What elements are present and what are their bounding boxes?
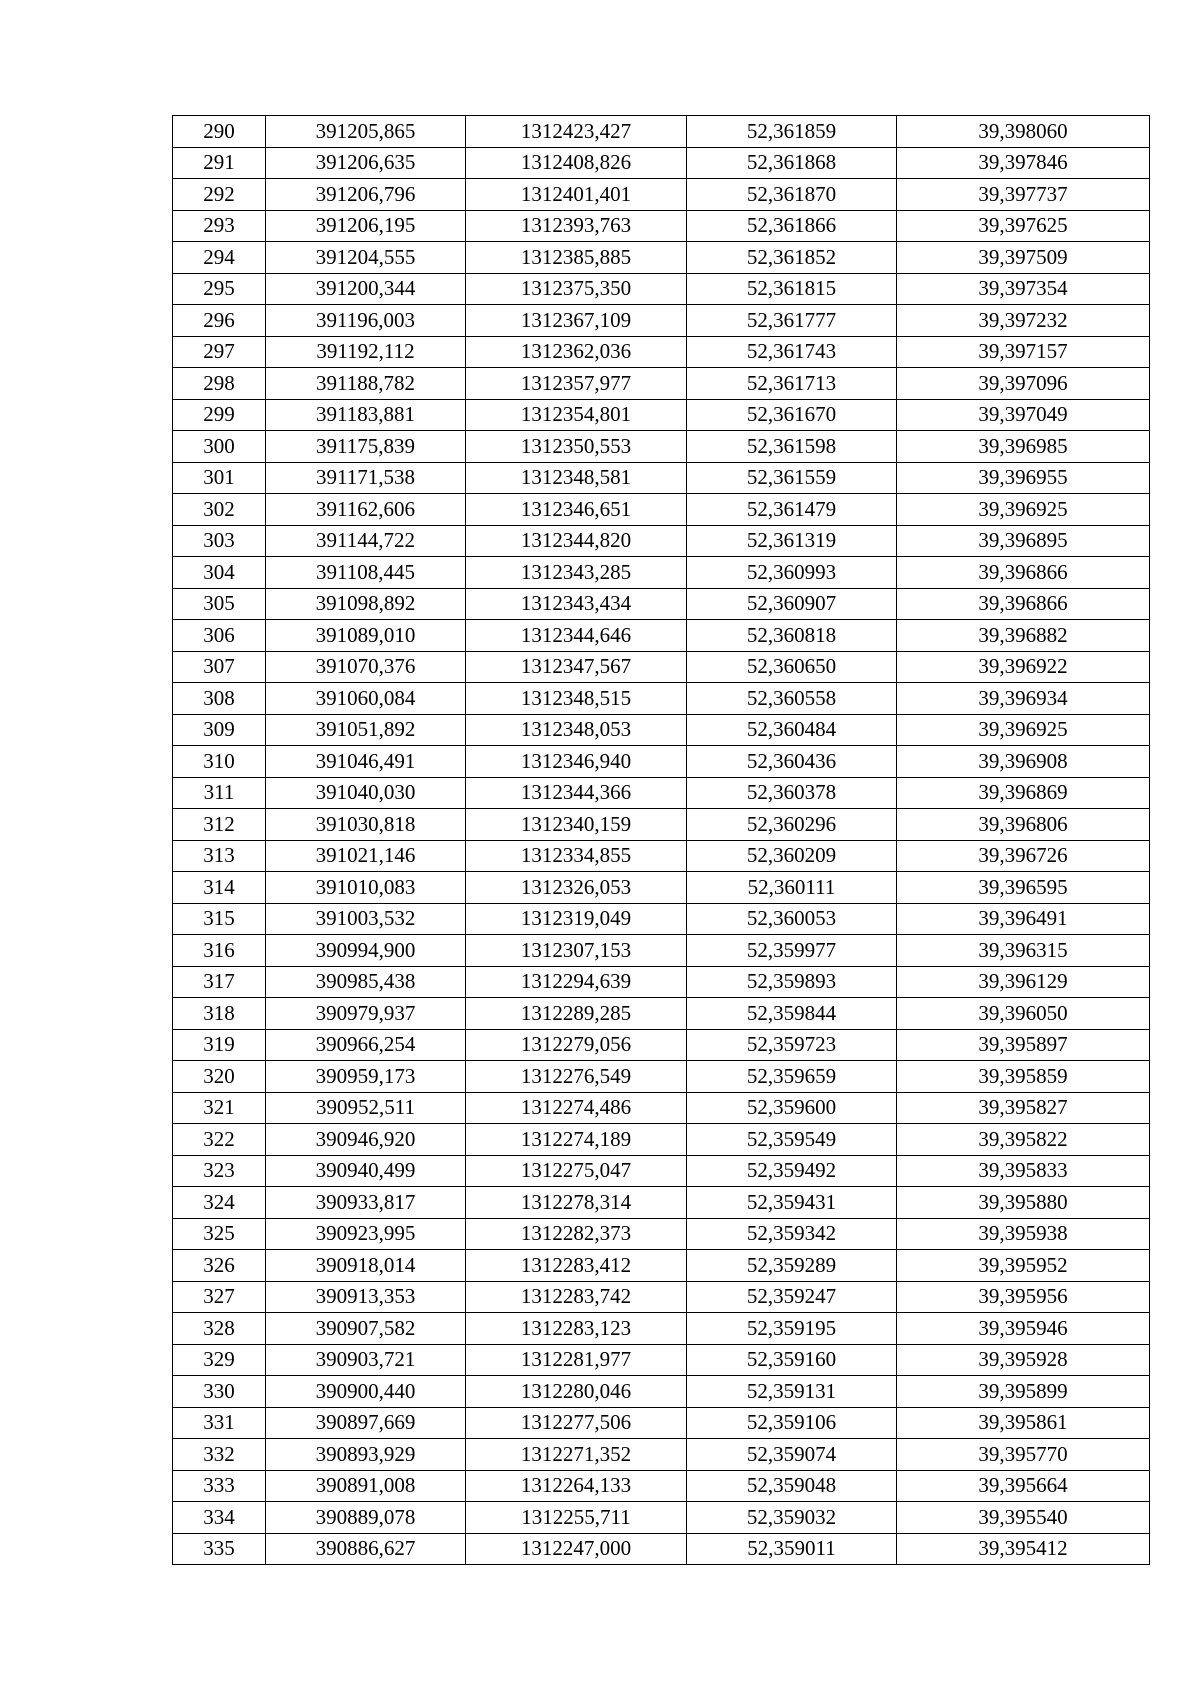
y-coordinate-cell: 1312275,047 — [466, 1155, 687, 1187]
point-number-cell: 307 — [173, 651, 266, 683]
y-coordinate-cell: 1312346,651 — [466, 494, 687, 526]
longitude-cell: 39,396895 — [897, 525, 1150, 557]
longitude-cell: 39,396908 — [897, 746, 1150, 778]
longitude-cell: 39,395859 — [897, 1061, 1150, 1093]
x-coordinate-cell: 391030,818 — [266, 809, 466, 841]
x-coordinate-cell: 391200,344 — [266, 273, 466, 305]
point-number-cell: 309 — [173, 714, 266, 746]
longitude-cell: 39,395822 — [897, 1124, 1150, 1156]
x-coordinate-cell: 391021,146 — [266, 840, 466, 872]
table-row — [173, 683, 1150, 715]
point-number-cell: 322 — [173, 1124, 266, 1156]
longitude-cell: 39,396882 — [897, 620, 1150, 652]
coordinates-table — [172, 115, 1150, 1565]
table-row — [173, 210, 1150, 242]
y-coordinate-cell: 1312346,940 — [466, 746, 687, 778]
x-coordinate-cell: 390959,173 — [266, 1061, 466, 1093]
x-coordinate-cell: 390893,929 — [266, 1439, 466, 1471]
x-coordinate-cell: 391051,892 — [266, 714, 466, 746]
y-coordinate-cell: 1312281,977 — [466, 1344, 687, 1376]
y-coordinate-cell: 1312319,049 — [466, 903, 687, 935]
y-coordinate-cell: 1312282,373 — [466, 1218, 687, 1250]
x-coordinate-cell: 391040,030 — [266, 777, 466, 809]
point-number-cell: 296 — [173, 305, 266, 337]
table-row — [173, 305, 1150, 337]
x-coordinate-cell: 390946,920 — [266, 1124, 466, 1156]
latitude-cell: 52,359600 — [687, 1092, 897, 1124]
point-number-cell: 325 — [173, 1218, 266, 1250]
x-coordinate-cell: 390903,721 — [266, 1344, 466, 1376]
table-row — [173, 651, 1150, 683]
y-coordinate-cell: 1312274,486 — [466, 1092, 687, 1124]
longitude-cell: 39,397049 — [897, 399, 1150, 431]
y-coordinate-cell: 1312344,366 — [466, 777, 687, 809]
point-number-cell: 300 — [173, 431, 266, 463]
y-coordinate-cell: 1312408,826 — [466, 147, 687, 179]
x-coordinate-cell: 390923,995 — [266, 1218, 466, 1250]
longitude-cell: 39,395540 — [897, 1502, 1150, 1534]
y-coordinate-cell: 1312276,549 — [466, 1061, 687, 1093]
y-coordinate-cell: 1312393,763 — [466, 210, 687, 242]
x-coordinate-cell: 391206,635 — [266, 147, 466, 179]
table-row — [173, 872, 1150, 904]
point-number-cell: 308 — [173, 683, 266, 715]
latitude-cell: 52,360209 — [687, 840, 897, 872]
point-number-cell: 323 — [173, 1155, 266, 1187]
longitude-cell: 39,395928 — [897, 1344, 1150, 1376]
x-coordinate-cell: 391192,112 — [266, 336, 466, 368]
table-row — [173, 1092, 1150, 1124]
point-number-cell: 330 — [173, 1376, 266, 1408]
table-row — [173, 273, 1150, 305]
table-row — [173, 809, 1150, 841]
latitude-cell: 52,361866 — [687, 210, 897, 242]
table-row — [173, 462, 1150, 494]
latitude-cell: 52,361859 — [687, 116, 897, 148]
y-coordinate-cell: 1312264,133 — [466, 1470, 687, 1502]
table-row — [173, 1218, 1150, 1250]
longitude-cell: 39,395899 — [897, 1376, 1150, 1408]
point-number-cell: 306 — [173, 620, 266, 652]
table-row — [173, 1281, 1150, 1313]
x-coordinate-cell: 391183,881 — [266, 399, 466, 431]
y-coordinate-cell: 1312289,285 — [466, 998, 687, 1030]
point-number-cell: 333 — [173, 1470, 266, 1502]
y-coordinate-cell: 1312348,581 — [466, 462, 687, 494]
point-number-cell: 305 — [173, 588, 266, 620]
y-coordinate-cell: 1312283,412 — [466, 1250, 687, 1282]
point-number-cell: 313 — [173, 840, 266, 872]
point-number-cell: 324 — [173, 1187, 266, 1219]
y-coordinate-cell: 1312348,515 — [466, 683, 687, 715]
latitude-cell: 52,361479 — [687, 494, 897, 526]
x-coordinate-cell: 390907,582 — [266, 1313, 466, 1345]
x-coordinate-cell: 391046,491 — [266, 746, 466, 778]
table-row — [173, 1187, 1150, 1219]
y-coordinate-cell: 1312294,639 — [466, 966, 687, 998]
longitude-cell: 39,397509 — [897, 242, 1150, 274]
y-coordinate-cell: 1312362,036 — [466, 336, 687, 368]
latitude-cell: 52,359032 — [687, 1502, 897, 1534]
point-number-cell: 302 — [173, 494, 266, 526]
latitude-cell: 52,360818 — [687, 620, 897, 652]
latitude-cell: 52,359893 — [687, 966, 897, 998]
point-number-cell: 329 — [173, 1344, 266, 1376]
x-coordinate-cell: 391171,538 — [266, 462, 466, 494]
x-coordinate-cell: 390933,817 — [266, 1187, 466, 1219]
latitude-cell: 52,359247 — [687, 1281, 897, 1313]
point-number-cell: 293 — [173, 210, 266, 242]
longitude-cell: 39,395946 — [897, 1313, 1150, 1345]
point-number-cell: 326 — [173, 1250, 266, 1282]
table-row — [173, 1124, 1150, 1156]
latitude-cell: 52,361870 — [687, 179, 897, 211]
point-number-cell: 294 — [173, 242, 266, 274]
point-number-cell: 321 — [173, 1092, 266, 1124]
point-number-cell: 318 — [173, 998, 266, 1030]
longitude-cell: 39,395833 — [897, 1155, 1150, 1187]
x-coordinate-cell: 391196,003 — [266, 305, 466, 337]
point-number-cell: 316 — [173, 935, 266, 967]
longitude-cell: 39,395861 — [897, 1407, 1150, 1439]
x-coordinate-cell: 391070,376 — [266, 651, 466, 683]
table-row — [173, 1439, 1150, 1471]
latitude-cell: 52,361713 — [687, 368, 897, 400]
coordinates-table-body — [173, 116, 1150, 1565]
longitude-cell: 39,396866 — [897, 557, 1150, 589]
table-row — [173, 1313, 1150, 1345]
latitude-cell: 52,359977 — [687, 935, 897, 967]
y-coordinate-cell: 1312344,820 — [466, 525, 687, 557]
table-row — [173, 431, 1150, 463]
point-number-cell: 332 — [173, 1439, 266, 1471]
longitude-cell: 39,396866 — [897, 588, 1150, 620]
table-row — [173, 935, 1150, 967]
latitude-cell: 52,360484 — [687, 714, 897, 746]
x-coordinate-cell: 390918,014 — [266, 1250, 466, 1282]
x-coordinate-cell: 390897,669 — [266, 1407, 466, 1439]
point-number-cell: 310 — [173, 746, 266, 778]
latitude-cell: 52,359131 — [687, 1376, 897, 1408]
x-coordinate-cell: 391010,083 — [266, 872, 466, 904]
y-coordinate-cell: 1312423,427 — [466, 116, 687, 148]
longitude-cell: 39,396955 — [897, 462, 1150, 494]
x-coordinate-cell: 391205,865 — [266, 116, 466, 148]
point-number-cell: 327 — [173, 1281, 266, 1313]
point-number-cell: 301 — [173, 462, 266, 494]
latitude-cell: 52,359048 — [687, 1470, 897, 1502]
x-coordinate-cell: 391162,606 — [266, 494, 466, 526]
point-number-cell: 297 — [173, 336, 266, 368]
latitude-cell: 52,359844 — [687, 998, 897, 1030]
y-coordinate-cell: 1312340,159 — [466, 809, 687, 841]
longitude-cell: 39,395770 — [897, 1439, 1150, 1471]
y-coordinate-cell: 1312274,189 — [466, 1124, 687, 1156]
table-row — [173, 1470, 1150, 1502]
table-row — [173, 1407, 1150, 1439]
x-coordinate-cell: 390886,627 — [266, 1533, 466, 1565]
point-number-cell: 291 — [173, 147, 266, 179]
y-coordinate-cell: 1312278,314 — [466, 1187, 687, 1219]
y-coordinate-cell: 1312255,711 — [466, 1502, 687, 1534]
longitude-cell: 39,397354 — [897, 273, 1150, 305]
longitude-cell: 39,396491 — [897, 903, 1150, 935]
longitude-cell: 39,395664 — [897, 1470, 1150, 1502]
longitude-cell: 39,397625 — [897, 210, 1150, 242]
latitude-cell: 52,359431 — [687, 1187, 897, 1219]
table-row — [173, 903, 1150, 935]
longitude-cell: 39,396315 — [897, 935, 1150, 967]
longitude-cell: 39,396934 — [897, 683, 1150, 715]
y-coordinate-cell: 1312326,053 — [466, 872, 687, 904]
point-number-cell: 335 — [173, 1533, 266, 1565]
latitude-cell: 52,360296 — [687, 809, 897, 841]
latitude-cell: 52,361319 — [687, 525, 897, 557]
y-coordinate-cell: 1312350,553 — [466, 431, 687, 463]
longitude-cell: 39,395880 — [897, 1187, 1150, 1219]
latitude-cell: 52,359723 — [687, 1029, 897, 1061]
y-coordinate-cell: 1312348,053 — [466, 714, 687, 746]
x-coordinate-cell: 391175,839 — [266, 431, 466, 463]
latitude-cell: 52,359195 — [687, 1313, 897, 1345]
x-coordinate-cell: 391108,445 — [266, 557, 466, 589]
y-coordinate-cell: 1312367,109 — [466, 305, 687, 337]
longitude-cell: 39,396925 — [897, 714, 1150, 746]
table-row — [173, 399, 1150, 431]
longitude-cell: 39,396806 — [897, 809, 1150, 841]
table-row — [173, 242, 1150, 274]
latitude-cell: 52,360436 — [687, 746, 897, 778]
table-row — [173, 336, 1150, 368]
y-coordinate-cell: 1312279,056 — [466, 1029, 687, 1061]
y-coordinate-cell: 1312401,401 — [466, 179, 687, 211]
latitude-cell: 52,360558 — [687, 683, 897, 715]
y-coordinate-cell: 1312357,977 — [466, 368, 687, 400]
longitude-cell: 39,395956 — [897, 1281, 1150, 1313]
longitude-cell: 39,396985 — [897, 431, 1150, 463]
table-row — [173, 746, 1150, 778]
table-row — [173, 998, 1150, 1030]
point-number-cell: 315 — [173, 903, 266, 935]
x-coordinate-cell: 391144,722 — [266, 525, 466, 557]
x-coordinate-cell: 391204,555 — [266, 242, 466, 274]
x-coordinate-cell: 390940,499 — [266, 1155, 466, 1187]
latitude-cell: 52,359549 — [687, 1124, 897, 1156]
longitude-cell: 39,395897 — [897, 1029, 1150, 1061]
y-coordinate-cell: 1312347,567 — [466, 651, 687, 683]
table-row — [173, 557, 1150, 589]
point-number-cell: 298 — [173, 368, 266, 400]
latitude-cell: 52,361777 — [687, 305, 897, 337]
latitude-cell: 52,360993 — [687, 557, 897, 589]
x-coordinate-cell: 391098,892 — [266, 588, 466, 620]
point-number-cell: 304 — [173, 557, 266, 589]
y-coordinate-cell: 1312247,000 — [466, 1533, 687, 1565]
latitude-cell: 52,359160 — [687, 1344, 897, 1376]
x-coordinate-cell: 390979,937 — [266, 998, 466, 1030]
table-row — [173, 1344, 1150, 1376]
y-coordinate-cell: 1312385,885 — [466, 242, 687, 274]
x-coordinate-cell: 390900,440 — [266, 1376, 466, 1408]
y-coordinate-cell: 1312344,646 — [466, 620, 687, 652]
x-coordinate-cell: 390985,438 — [266, 966, 466, 998]
latitude-cell: 52,359289 — [687, 1250, 897, 1282]
latitude-cell: 52,361670 — [687, 399, 897, 431]
point-number-cell: 319 — [173, 1029, 266, 1061]
y-coordinate-cell: 1312307,153 — [466, 935, 687, 967]
latitude-cell: 52,360053 — [687, 903, 897, 935]
table-row — [173, 179, 1150, 211]
longitude-cell: 39,396595 — [897, 872, 1150, 904]
x-coordinate-cell: 390891,008 — [266, 1470, 466, 1502]
latitude-cell: 52,359074 — [687, 1439, 897, 1471]
table-row — [173, 966, 1150, 998]
table-row — [173, 714, 1150, 746]
latitude-cell: 52,360907 — [687, 588, 897, 620]
longitude-cell: 39,398060 — [897, 116, 1150, 148]
table-row — [173, 525, 1150, 557]
x-coordinate-cell: 390913,353 — [266, 1281, 466, 1313]
longitude-cell: 39,397096 — [897, 368, 1150, 400]
point-number-cell: 312 — [173, 809, 266, 841]
y-coordinate-cell: 1312280,046 — [466, 1376, 687, 1408]
x-coordinate-cell: 391003,532 — [266, 903, 466, 935]
latitude-cell: 52,361852 — [687, 242, 897, 274]
latitude-cell: 52,361559 — [687, 462, 897, 494]
longitude-cell: 39,395952 — [897, 1250, 1150, 1282]
point-number-cell: 290 — [173, 116, 266, 148]
point-number-cell: 320 — [173, 1061, 266, 1093]
latitude-cell: 52,361868 — [687, 147, 897, 179]
longitude-cell: 39,396925 — [897, 494, 1150, 526]
latitude-cell: 52,360378 — [687, 777, 897, 809]
table-row — [173, 620, 1150, 652]
point-number-cell: 311 — [173, 777, 266, 809]
x-coordinate-cell: 390889,078 — [266, 1502, 466, 1534]
table-row — [173, 1155, 1150, 1187]
y-coordinate-cell: 1312271,352 — [466, 1439, 687, 1471]
longitude-cell: 39,396129 — [897, 966, 1150, 998]
table-row — [173, 1376, 1150, 1408]
point-number-cell: 328 — [173, 1313, 266, 1345]
table-row — [173, 1029, 1150, 1061]
longitude-cell: 39,396922 — [897, 651, 1150, 683]
x-coordinate-cell: 390994,900 — [266, 935, 466, 967]
longitude-cell: 39,397232 — [897, 305, 1150, 337]
point-number-cell: 299 — [173, 399, 266, 431]
y-coordinate-cell: 1312375,350 — [466, 273, 687, 305]
y-coordinate-cell: 1312343,434 — [466, 588, 687, 620]
x-coordinate-cell: 391060,084 — [266, 683, 466, 715]
table-row — [173, 147, 1150, 179]
longitude-cell: 39,396050 — [897, 998, 1150, 1030]
table-row — [173, 116, 1150, 148]
point-number-cell: 314 — [173, 872, 266, 904]
latitude-cell: 52,361815 — [687, 273, 897, 305]
latitude-cell: 52,361598 — [687, 431, 897, 463]
latitude-cell: 52,359492 — [687, 1155, 897, 1187]
point-number-cell: 317 — [173, 966, 266, 998]
y-coordinate-cell: 1312283,742 — [466, 1281, 687, 1313]
table-row — [173, 494, 1150, 526]
x-coordinate-cell: 391206,195 — [266, 210, 466, 242]
latitude-cell: 52,359342 — [687, 1218, 897, 1250]
y-coordinate-cell: 1312277,506 — [466, 1407, 687, 1439]
longitude-cell: 39,397846 — [897, 147, 1150, 179]
table-row — [173, 368, 1150, 400]
point-number-cell: 295 — [173, 273, 266, 305]
x-coordinate-cell: 390966,254 — [266, 1029, 466, 1061]
longitude-cell: 39,396869 — [897, 777, 1150, 809]
point-number-cell: 334 — [173, 1502, 266, 1534]
x-coordinate-cell: 391089,010 — [266, 620, 466, 652]
latitude-cell: 52,361743 — [687, 336, 897, 368]
x-coordinate-cell: 390952,511 — [266, 1092, 466, 1124]
latitude-cell: 52,359011 — [687, 1533, 897, 1565]
table-row — [173, 1502, 1150, 1534]
longitude-cell: 39,395938 — [897, 1218, 1150, 1250]
x-coordinate-cell: 391206,796 — [266, 179, 466, 211]
table-row — [173, 1061, 1150, 1093]
table-row — [173, 777, 1150, 809]
point-number-cell: 303 — [173, 525, 266, 557]
table-row — [173, 840, 1150, 872]
table-row — [173, 1533, 1150, 1565]
point-number-cell: 292 — [173, 179, 266, 211]
table-row — [173, 588, 1150, 620]
y-coordinate-cell: 1312283,123 — [466, 1313, 687, 1345]
y-coordinate-cell: 1312343,285 — [466, 557, 687, 589]
longitude-cell: 39,395827 — [897, 1092, 1150, 1124]
longitude-cell: 39,397157 — [897, 336, 1150, 368]
table-row — [173, 1250, 1150, 1282]
latitude-cell: 52,360111 — [687, 872, 897, 904]
latitude-cell: 52,360650 — [687, 651, 897, 683]
longitude-cell: 39,396726 — [897, 840, 1150, 872]
longitude-cell: 39,397737 — [897, 179, 1150, 211]
longitude-cell: 39,395412 — [897, 1533, 1150, 1565]
point-number-cell: 331 — [173, 1407, 266, 1439]
latitude-cell: 52,359106 — [687, 1407, 897, 1439]
y-coordinate-cell: 1312354,801 — [466, 399, 687, 431]
latitude-cell: 52,359659 — [687, 1061, 897, 1093]
x-coordinate-cell: 391188,782 — [266, 368, 466, 400]
y-coordinate-cell: 1312334,855 — [466, 840, 687, 872]
